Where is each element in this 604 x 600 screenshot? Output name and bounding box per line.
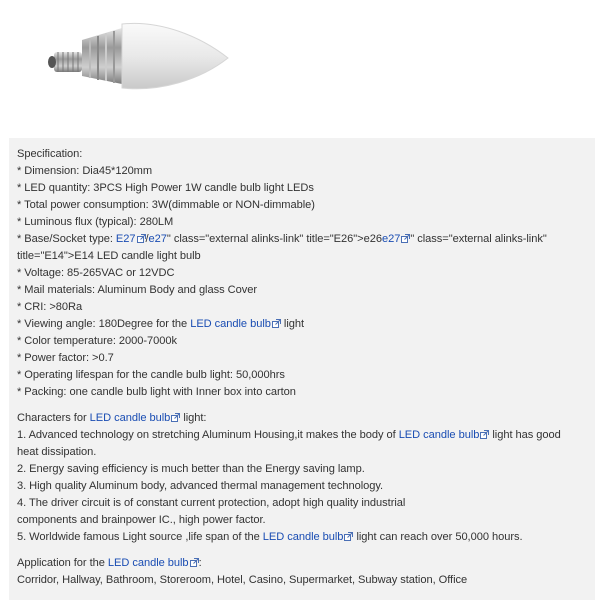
characters-item: 1. Advanced technology on stretching Aluminum Housing,it makes the body of LED candle bulb light has good xyxy=(17,429,561,441)
spec-item: * Mail materials: Aluminum Body and glass Cover xyxy=(17,284,257,296)
external-link-icon xyxy=(272,319,281,328)
candle-bulb-image xyxy=(40,0,240,100)
spec-item-cont: title="E14">E14 LED candle light bulb xyxy=(17,250,201,262)
spec-item: * LED quantity: 3PCS High Power 1W candle bulb light LEDs xyxy=(17,182,314,194)
product-photo xyxy=(0,0,604,138)
led-candle-bulb-link[interactable]: LED candle bulb xyxy=(107,557,189,569)
characters-item: 4. The driver circuit is of constant current protection, adopt high quality industrial xyxy=(17,497,406,509)
external-link-icon xyxy=(401,234,410,243)
application-heading: Application for the LED candle bulb : xyxy=(17,557,202,569)
spec-item: * Total power consumption: 3W(dimmable or NON-dimmable) xyxy=(17,199,315,211)
spec-item: * Operating lifespan for the candle bulb light: 50,000hrs xyxy=(17,369,285,381)
spec-item: * Power factor: >0.7 xyxy=(17,352,114,364)
e27-link[interactable]: e27 xyxy=(148,233,167,245)
external-link-icon xyxy=(171,413,180,422)
characters-item: 3. High quality Aluminum body, advanced thermal management technology. xyxy=(17,480,384,492)
characters-heading: Characters for LED candle bulb light: xyxy=(17,412,207,424)
spec-item-viewing-angle: * Viewing angle: 180Degree for the LED candle bulb light xyxy=(17,318,305,330)
led-candle-bulb-link[interactable]: LED candle bulb xyxy=(398,429,480,441)
characters-item-cont: components and brainpower IC., high power factor. xyxy=(17,514,266,526)
external-link-icon xyxy=(137,234,146,243)
application-list: Corridor, Hallway, Bathroom, Storeroom, Hotel, Casino, Supermarket, Subway station, Office xyxy=(17,574,468,586)
led-candle-bulb-link[interactable]: LED candle bulb xyxy=(89,412,171,424)
e27-link[interactable]: E27 xyxy=(115,233,136,245)
spec-item-base-socket: * Base/Socket type: E27 /e27" class="external alinks-link" title="E26">e26e27 " class="external alinks-link" xyxy=(17,233,547,245)
spec-item: * Luminous flux (typical): 280LM xyxy=(17,216,174,228)
spec-item: * Color temperature: 2000-7000k xyxy=(17,335,178,347)
characters-item: 2. Energy saving efficiency is much better than the Energy saving lamp. xyxy=(17,463,365,475)
characters-item: 5. Worldwide famous Light source ,life span of the LED candle bulb light can reach over 50,000 hours. xyxy=(17,531,523,543)
description-panel xyxy=(9,138,595,600)
e27-link[interactable]: e27 xyxy=(381,233,401,245)
external-link-icon xyxy=(480,430,489,439)
section-gap xyxy=(17,546,595,555)
led-candle-bulb-link[interactable]: LED candle bulb xyxy=(190,318,271,330)
spec-item: * Dimension: Dia45*120mm xyxy=(17,165,153,177)
external-link-icon xyxy=(190,558,199,567)
spec-heading: Specification: xyxy=(17,148,83,160)
spec-item: * CRI: >80Ra xyxy=(17,301,83,313)
spec-item: * Packing: one candle bulb light with Inner box into carton xyxy=(17,386,296,398)
section-gap xyxy=(17,401,595,410)
characters-item-cont: heat dissipation. xyxy=(17,446,97,458)
led-candle-bulb-link[interactable]: LED candle bulb xyxy=(262,531,344,543)
spec-item: * Voltage: 85-265VAC or 12VDC xyxy=(17,267,175,279)
